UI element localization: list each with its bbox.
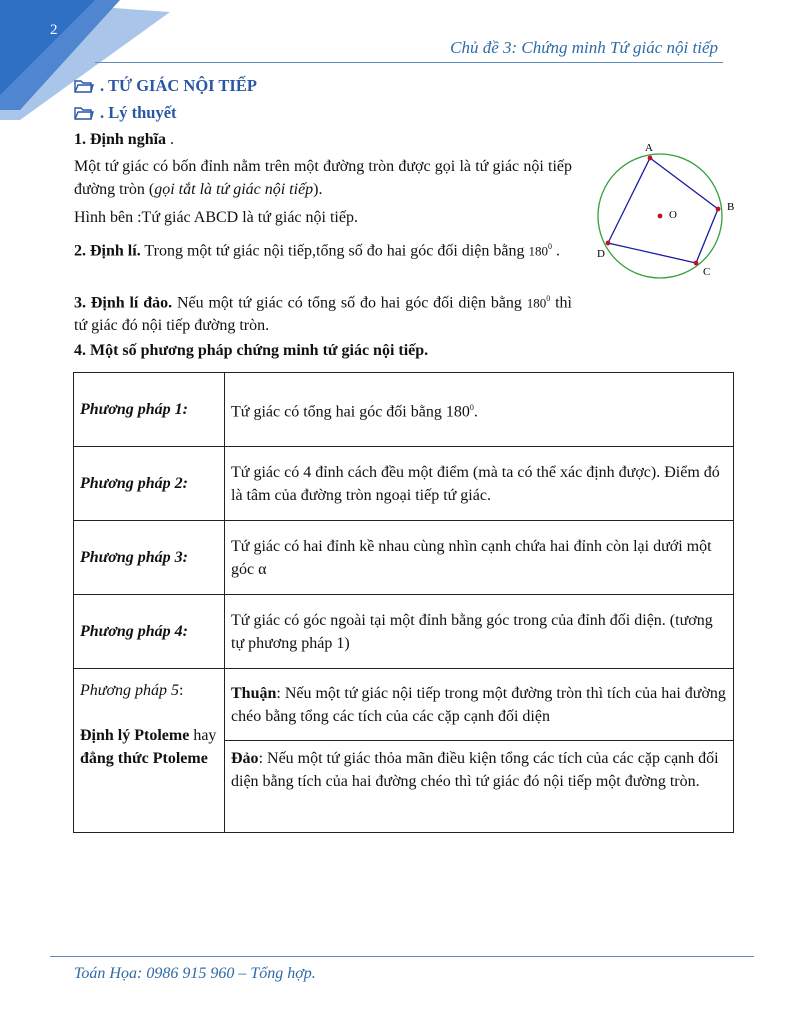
theorem-text: 2. Định lí. Trong một tứ giác nội tiếp,tổng số đo hai góc đối diện bằng $180^0$ . [74,242,560,260]
label-a: A [645,142,653,154]
table-row [74,521,734,595]
table-row [74,669,734,741]
methods-heading: 4. Một số phương pháp chứng minh tứ giác nội tiếp. [74,342,429,359]
method-text: Tứ giác có 4 đỉnh cách đều một điểm (mà ta có thể xác định được). Điểm đó là tâm của đường tròn ngoại tiếp tứ giác. [225,447,734,521]
method-label: Phương pháp 1: [74,373,225,447]
header-title: Chủ đề 3: Chứng minh Tứ giác nội tiếp [450,38,718,57]
converse-theorem-text: 3. Định lí đảo. Nếu một tứ giác có tổng số đo hai góc đối diện bằng $180^0$ thì tứ giác đó nội tiếp đường tròn. [74,294,572,335]
method-label: Phương pháp 5: Định lý Ptoleme hay đẳng thức Ptoleme [74,669,225,833]
figure-reference: Hình bên :Tứ giác ABCD là tứ giác nội tiếp. [74,209,358,226]
definition-heading: 1. Định nghĩa . [74,131,175,148]
method-text: Tứ giác có hai đỉnh kề nhau cùng nhìn cạnh chứa hai đỉnh còn lại dưới một góc α [225,521,734,595]
label-c: C [703,266,711,278]
method-text: Tứ giác có tổng hai góc đối bằng $180^0$. [225,373,734,447]
page-number: 2 [50,22,58,38]
label-d: D [597,248,605,260]
methods-table [73,372,734,833]
folder-icon [74,79,94,93]
section-title-text: . TỨ GIÁC NỘI TIẾP [100,76,257,95]
footer-text: Toán Họa: 0986 915 960 – Tổng hợp. [74,965,316,982]
method-text: Thuận: Nếu một tứ giác nội tiếp trong một đường tròn thì tích của hai đường chéo bằng tổng các tích của các cặp cạnh đối diện [225,669,734,741]
footer-divider [50,956,754,957]
method-text: Đảo: Nếu một tứ giác thỏa mãn điều kiện tổng các tích của các cặp cạnh đối diện bằng tích của hai đường chéo thì tứ giác đó nội tiếp một đường tròn. [225,741,734,833]
point-d [606,241,611,246]
section-title [74,76,257,96]
method-label: Phương pháp 4: [74,595,225,669]
point-b [716,207,721,212]
label-b: B [727,201,735,213]
method-text: Tứ giác có góc ngoài tại một đỉnh bằng góc trong của đỉnh đối diện. (tương tự phương pháp 1) [225,595,734,669]
folder-icon [74,106,94,120]
subsection-title [74,103,177,123]
table-row [74,447,734,521]
definition-text: Một tứ giác có bốn đỉnh nằm trên một đường tròn được gọi là tứ giác nội tiếp đường tròn (gọi tắt là tứ giác nội tiếp). [74,158,572,198]
table-row [74,595,734,669]
cyclic-quadrilateral-figure [590,138,750,288]
table-row [74,373,734,447]
point-a [648,156,653,161]
method-label: Phương pháp 3: [74,521,225,595]
point-o [658,214,663,219]
point-c [694,261,699,266]
label-o: O [669,209,677,221]
header-divider [95,62,723,63]
corner-decoration [0,0,175,120]
method-label: Phương pháp 2: [74,447,225,521]
subsection-title-text: . Lý thuyết [100,103,177,122]
quadrilateral-abcd [608,158,718,263]
